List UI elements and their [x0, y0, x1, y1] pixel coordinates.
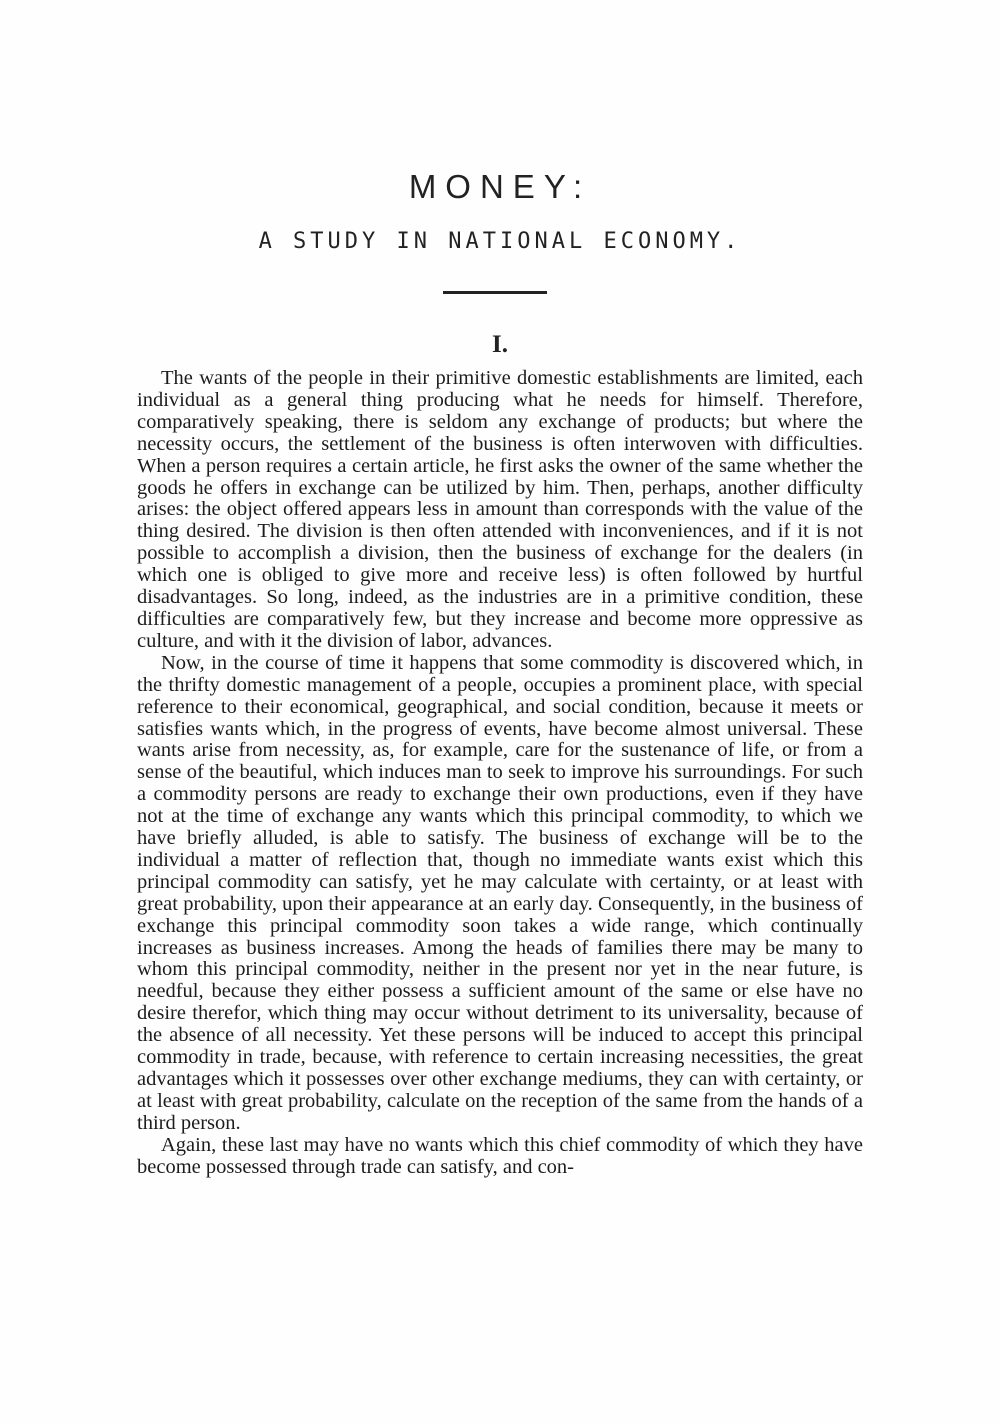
section-number: I. [492, 331, 508, 358]
article-subtitle: A STUDY IN NATIONAL ECONOMY. [258, 229, 742, 254]
article-body [137, 368, 863, 1179]
paragraph: Again, these last may have no wants which this chief commodity of which they have become possessed through trade can satisfy, and con- [137, 1133, 863, 1178]
title-divider [443, 291, 547, 294]
article-title: MONEY: [408, 168, 592, 205]
paragraph: Now, in the course of time it happens that some commodity is discovered which, in the thrifty domestic management of a people, occupies a prominent place, with special reference to their economical, geographical, and social condition, because it meets or satisfies wants which, in the progress of events, have become almost universal. These wants arise from necessity, as, for example, care for the sustenance of life, or from a sense of the beautiful, which induces man to seek to improve his surroundings. For such a commodity persons are ready to exchange their own productions, even if they have not at the time of exchange any wants which this principal commodity, to which we have briefly alluded, is able to satisfy. The business of exchange will be to the individual a matter of reflection that, though no immediate wants exist which this principal commodity can satisfy, yet he may calculate with certainty, or at least with great probability, upon their appearance at an early day. Consequently, in the business of exchange this principal commodity soon takes a wide range, which continually increases as business increases. Among the heads of families there may be many to whom this principal commodity, neither in the present nor yet in the near future, is needful, because they either possess a sufficient amount of the same or else have no desire therefor, which thing may occur without detriment to its universality, because of the absence of all necessity. Yet these persons will be induced to accept this principal commodity in trade, because, with reference to certain increasing necessities, the great advantages which it possesses over other exchange mediums, they can with certainty, or at least with great probability, calculate on the reception of the same from the hands of a third person. [137, 651, 863, 1134]
paragraph: The wants of the people in their primitive domestic establishments are limited, each individual as a general thing producing what he needs for himself. Therefore, comparatively speaking, there is seldom any exchange of products; but where the necessity occurs, the settlement of the business is often interwoven with difficulties. When a person requires a certain article, he first asks the owner of the same whether the goods he offers in exchange can be utilized by him. Then, perhaps, another difficulty arises: the object offered appears less in amount than corresponds with the value of the thing desired. The division is then often attended with inconveniences, and if it is not possible to accomplish a division, then the business of exchange for the dealers (in which one is obliged to give more and receive less) is often followed by hurtful disadvantages. So long, indeed, as the industries are in a primitive condition, these difficulties are comparatively few, but they increase and become more oppressive as culture, and with it the division of labor, advances. [137, 367, 863, 652]
